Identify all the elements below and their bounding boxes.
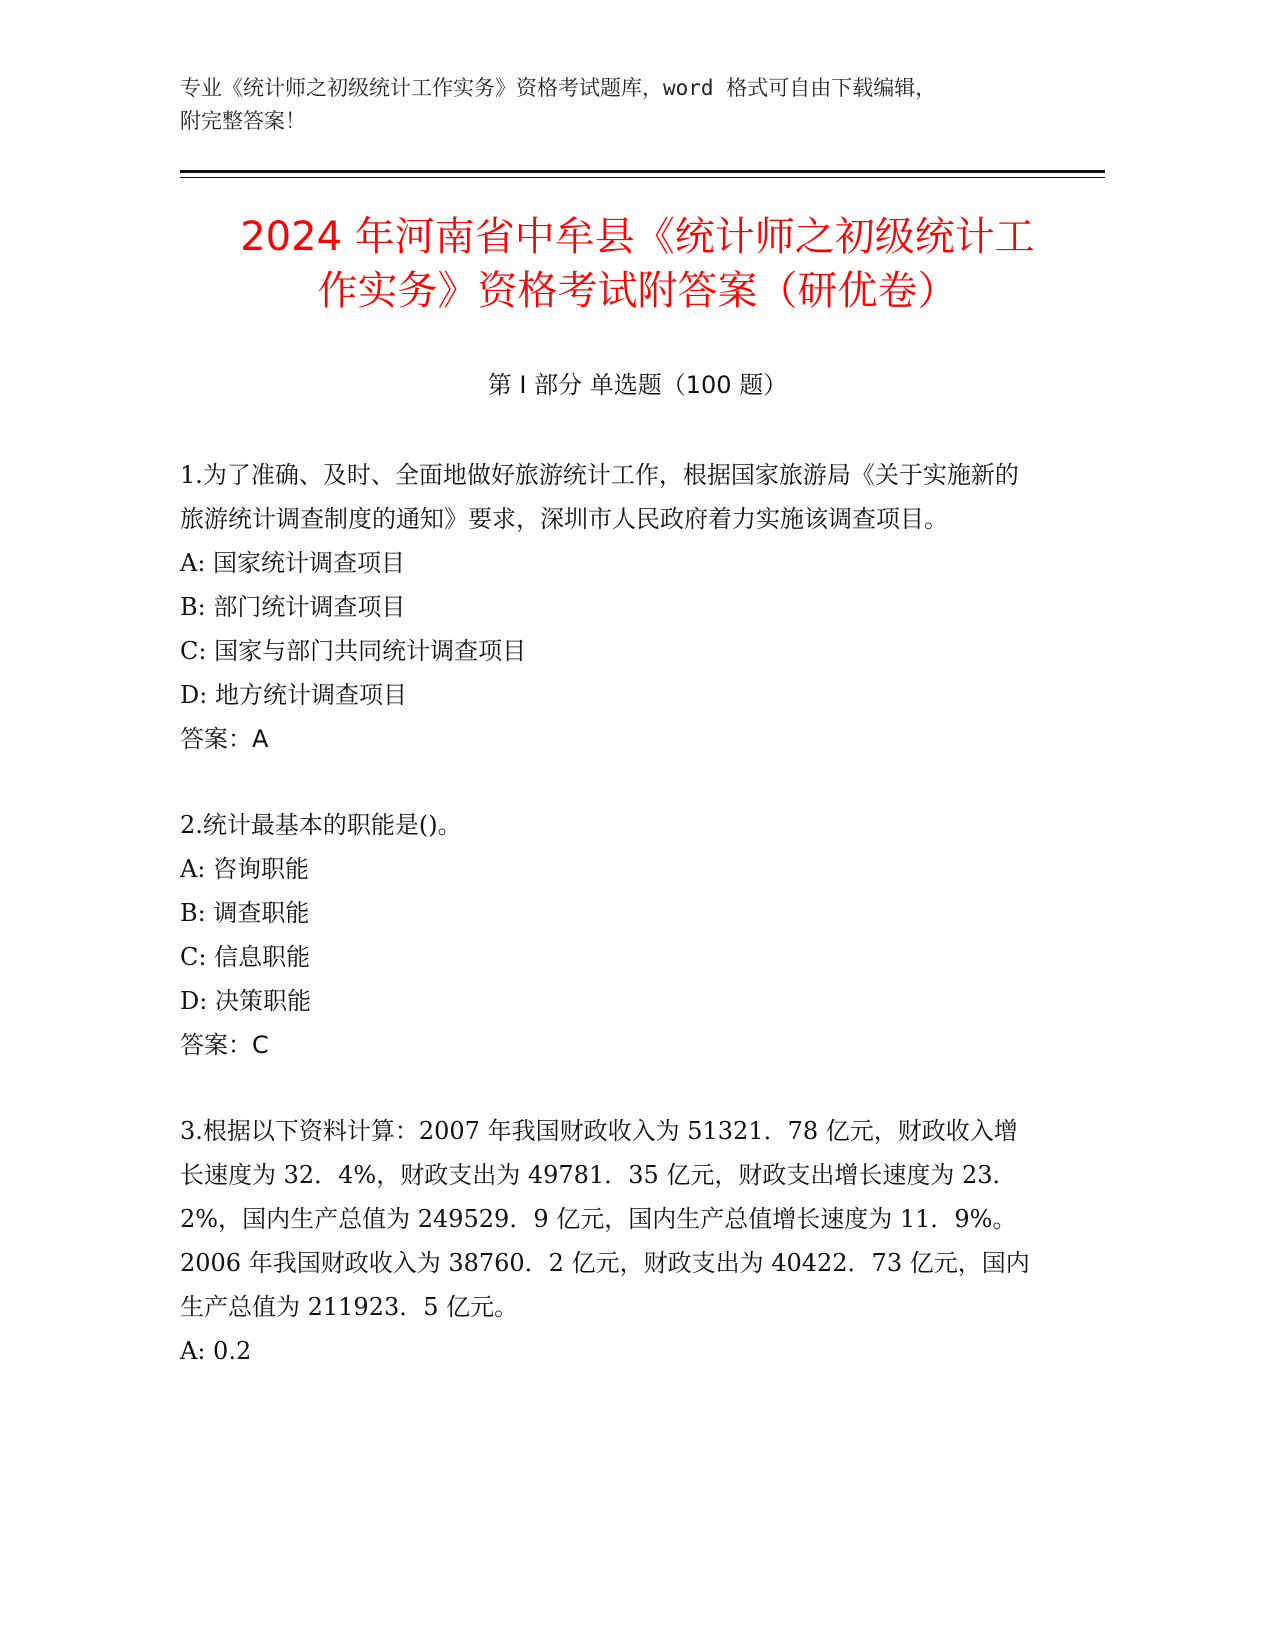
header-rule-thick xyxy=(180,170,1105,173)
header-rule-thin xyxy=(180,177,1105,178)
header-note xyxy=(180,72,1080,138)
document-title xyxy=(150,210,1125,318)
option-a: A: 咨询职能 xyxy=(180,855,310,883)
option-c: C: 信息职能 xyxy=(180,943,311,971)
question-text: 1.为了准确、及时、全面地做好旅游统计工作，根据国家旅游局《关于实施新的旅游统计调查制度的通知》要求，深圳市人民政府着力实施该调查项目。 xyxy=(180,461,1019,533)
document-title-line-2: 作实务》资格考试附答案（研优卷） xyxy=(317,268,958,314)
answer: 答案：C xyxy=(180,1031,269,1059)
answer: 答案：A xyxy=(180,725,269,753)
question-3 xyxy=(180,1109,1040,1373)
header-note-line-1: 专业《统计师之初级统计工作实务》资格考试题库，word 格式可自由下载编辑， xyxy=(180,76,937,100)
header-note-line-2: 附完整答案！ xyxy=(180,109,306,133)
option-c: C: 国家与部门共同统计调查项目 xyxy=(180,637,527,665)
option-b: B: 调查职能 xyxy=(180,899,310,927)
question-list xyxy=(180,453,1040,1415)
option-d: D: 地方统计调查项目 xyxy=(180,681,407,709)
question-text: 3.根据以下资料计算：2007 年我国财政收入为 51321．78 亿元，财政收入增长速度为 32．4%，财政支出为 49781．35 亿元，财政支出增长速度为 23．2%，国内生产总值为 249529．9 亿元，国内生产总值增长速度为 11．9%。2006 年我国财政收入为 38760．2 亿元，财政支出为 40422．73 亿元，国内生产总值为 211923．5 亿元。 xyxy=(180,1117,1030,1321)
question-1 xyxy=(180,453,1040,761)
section-title: 第 I 部分 单选题（100 题） xyxy=(487,371,788,399)
option-a: A: 国家统计调查项目 xyxy=(180,549,406,577)
option-a: A: 0.2 xyxy=(180,1337,252,1365)
document-title-line-1: 2024 年河南省中牟县《统计师之初级统计工 xyxy=(240,214,1035,260)
question-2 xyxy=(180,803,1040,1067)
option-d: D: 决策职能 xyxy=(180,987,311,1015)
option-b: B: 部门统计调查项目 xyxy=(180,593,406,621)
question-text: 2.统计最基本的职能是()。 xyxy=(180,811,462,839)
